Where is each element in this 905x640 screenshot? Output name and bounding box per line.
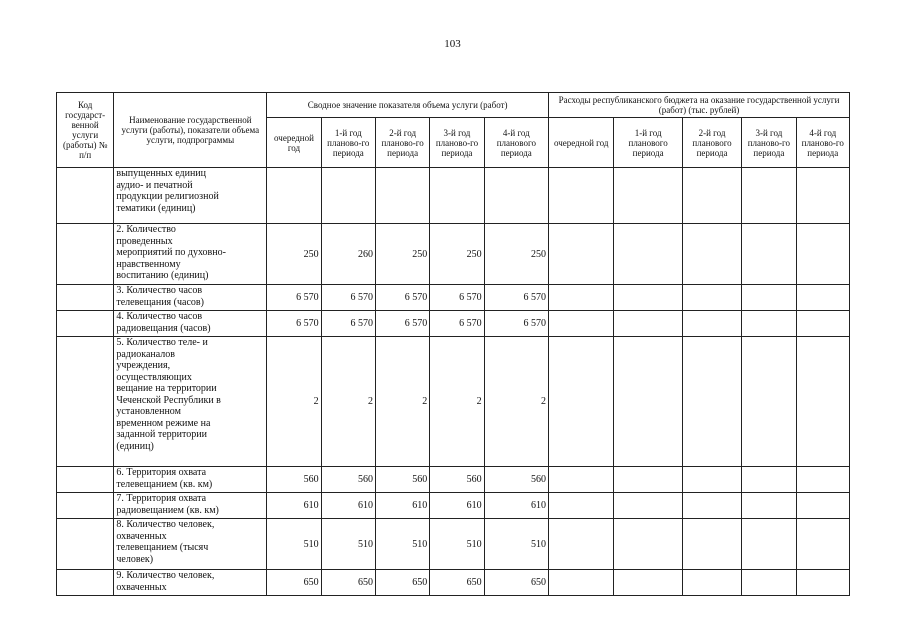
table-row — [57, 337, 850, 467]
budget-value-cell — [796, 519, 849, 570]
budget-value-cell — [614, 519, 682, 570]
header-budget-year-4: 4-й год планово-го периода — [796, 118, 849, 168]
page-number: 103 — [444, 38, 461, 50]
budget-value-cell — [742, 311, 796, 337]
volume-value-cell: 6 570 — [430, 285, 484, 311]
volume-value-cell: 560 — [267, 467, 321, 493]
header-row-group — [57, 93, 850, 118]
budget-value-cell — [742, 493, 796, 519]
budget-table — [56, 92, 850, 596]
budget-value-cell — [796, 224, 849, 285]
volume-value-cell: 250 — [430, 224, 484, 285]
indicator-name: выпущенных единиц аудио- и печатной продукции религиозной тематики (единиц) — [114, 168, 267, 224]
table-row — [57, 570, 850, 596]
budget-value-cell — [742, 519, 796, 570]
budget-value-cell — [796, 337, 849, 467]
code-cell — [57, 168, 114, 224]
volume-value-cell: 610 — [321, 493, 375, 519]
volume-value-cell: 6 570 — [321, 285, 375, 311]
budget-value-cell — [796, 570, 849, 596]
code-cell — [57, 285, 114, 311]
volume-value-cell: 6 570 — [375, 285, 429, 311]
volume-value-cell — [375, 168, 429, 224]
budget-value-cell — [549, 337, 614, 467]
volume-value-cell: 2 — [484, 337, 548, 467]
budget-value-cell — [549, 311, 614, 337]
header-budget-year-1: 1-й год планового периода — [614, 118, 682, 168]
volume-value-cell: 260 — [321, 224, 375, 285]
budget-value-cell — [682, 311, 741, 337]
volume-value-cell: 6 570 — [430, 311, 484, 337]
budget-value-cell — [682, 168, 741, 224]
volume-value-cell: 560 — [375, 467, 429, 493]
budget-value-cell — [796, 493, 849, 519]
volume-value-cell — [484, 168, 548, 224]
volume-value-cell: 510 — [267, 519, 321, 570]
indicator-name: 3. Количество часов телевещания (часов) — [114, 285, 267, 311]
volume-value-cell: 250 — [375, 224, 429, 285]
budget-value-cell — [614, 467, 682, 493]
header-volume-year-3: 3-й год планово-го периода — [430, 118, 484, 168]
code-cell — [57, 467, 114, 493]
volume-value-cell — [267, 168, 321, 224]
budget-value-cell — [549, 493, 614, 519]
volume-value-cell: 560 — [321, 467, 375, 493]
budget-value-cell — [742, 168, 796, 224]
volume-value-cell: 560 — [430, 467, 484, 493]
volume-value-cell: 560 — [484, 467, 548, 493]
budget-value-cell — [549, 519, 614, 570]
header-budget-year-2: 2-й год планового периода — [682, 118, 741, 168]
indicator-name: 4. Количество часов радиовещания (часов) — [114, 311, 267, 337]
volume-value-cell: 250 — [267, 224, 321, 285]
budget-value-cell — [682, 570, 741, 596]
volume-value-cell: 250 — [484, 224, 548, 285]
header-budget-group: Расходы республиканского бюджета на оказание государственной услуги (работ) (тыс. рублей) — [549, 93, 850, 118]
budget-value-cell — [614, 311, 682, 337]
indicator-name: 9. Количество человек, охваченных — [114, 570, 267, 596]
budget-value-cell — [682, 285, 741, 311]
indicator-name: 8. Количество человек, охваченных телевещанием (тысяч человек) — [114, 519, 267, 570]
budget-value-cell — [549, 467, 614, 493]
volume-value-cell: 2 — [321, 337, 375, 467]
header-budget-year-3: 3-й год планово-го периода — [742, 118, 796, 168]
volume-value-cell: 6 570 — [484, 285, 548, 311]
volume-value-cell: 6 570 — [484, 311, 548, 337]
budget-value-cell — [796, 467, 849, 493]
indicator-name: 5. Количество теле- и радиоканалов учреждения, осуществляющих вещание на территории Чеченской Республики в установленном временном режиме на заданной территории (единиц) — [114, 337, 267, 467]
volume-value-cell: 510 — [430, 519, 484, 570]
budget-value-cell — [682, 467, 741, 493]
budget-value-cell — [796, 311, 849, 337]
volume-value-cell: 610 — [267, 493, 321, 519]
table-row — [57, 168, 850, 224]
table-row — [57, 467, 850, 493]
budget-value-cell — [614, 570, 682, 596]
budget-value-cell — [742, 285, 796, 311]
volume-value-cell: 2 — [430, 337, 484, 467]
header-code: Код государст-венной услуги (работы) № п/п — [57, 93, 114, 168]
code-cell — [57, 224, 114, 285]
volume-value-cell: 6 570 — [267, 311, 321, 337]
code-cell — [57, 570, 114, 596]
volume-value-cell: 510 — [321, 519, 375, 570]
volume-value-cell: 610 — [375, 493, 429, 519]
volume-value-cell: 510 — [375, 519, 429, 570]
code-cell — [57, 337, 114, 467]
volume-value-cell — [430, 168, 484, 224]
header-budget-year-0: очередной год — [549, 118, 614, 168]
header-volume-year-2: 2-й год планово-го периода — [375, 118, 429, 168]
indicator-name: 6. Территория охвата телевещанием (кв. км) — [114, 467, 267, 493]
volume-value-cell: 650 — [267, 570, 321, 596]
budget-value-cell — [796, 168, 849, 224]
header-volume-year-4: 4-й год планового периода — [484, 118, 548, 168]
code-cell — [57, 311, 114, 337]
budget-value-cell — [796, 285, 849, 311]
header-volume-year-1: 1-й год планово-го периода — [321, 118, 375, 168]
header-volume-group: Сводное значение показателя объема услуги (работ) — [267, 93, 549, 118]
budget-value-cell — [549, 168, 614, 224]
budget-value-cell — [742, 570, 796, 596]
budget-value-cell — [614, 168, 682, 224]
volume-value-cell: 610 — [430, 493, 484, 519]
header-name: Наименование государственной услуги (работы), показатели объема услуги, подпрограммы — [114, 93, 267, 168]
indicator-name: 2. Количество проведенных мероприятий по духовно- нравственному воспитанию (единиц) — [114, 224, 267, 285]
table-row — [57, 285, 850, 311]
volume-value-cell — [321, 168, 375, 224]
volume-value-cell: 650 — [484, 570, 548, 596]
budget-value-cell — [742, 337, 796, 467]
table-row — [57, 224, 850, 285]
header-volume-year-0: очередной год — [267, 118, 321, 168]
code-cell — [57, 519, 114, 570]
table-body — [57, 168, 850, 596]
table-row — [57, 493, 850, 519]
budget-value-cell — [614, 224, 682, 285]
budget-value-cell — [614, 493, 682, 519]
volume-value-cell: 6 570 — [375, 311, 429, 337]
volume-value-cell: 650 — [321, 570, 375, 596]
budget-value-cell — [682, 224, 741, 285]
volume-value-cell: 6 570 — [267, 285, 321, 311]
volume-value-cell: 650 — [430, 570, 484, 596]
table-row — [57, 519, 850, 570]
budget-value-cell — [549, 285, 614, 311]
budget-value-cell — [614, 285, 682, 311]
table-row — [57, 311, 850, 337]
budget-value-cell — [682, 493, 741, 519]
volume-value-cell: 6 570 — [321, 311, 375, 337]
volume-value-cell: 610 — [484, 493, 548, 519]
volume-value-cell: 510 — [484, 519, 548, 570]
code-cell — [57, 493, 114, 519]
budget-value-cell — [549, 224, 614, 285]
budget-value-cell — [682, 337, 741, 467]
budget-value-cell — [742, 467, 796, 493]
volume-value-cell: 650 — [375, 570, 429, 596]
budget-value-cell — [549, 570, 614, 596]
budget-value-cell — [614, 337, 682, 467]
budget-value-cell — [742, 224, 796, 285]
budget-value-cell — [682, 519, 741, 570]
volume-value-cell: 2 — [375, 337, 429, 467]
indicator-name: 7. Территория охвата радиовещанием (кв. км) — [114, 493, 267, 519]
volume-value-cell: 2 — [267, 337, 321, 467]
